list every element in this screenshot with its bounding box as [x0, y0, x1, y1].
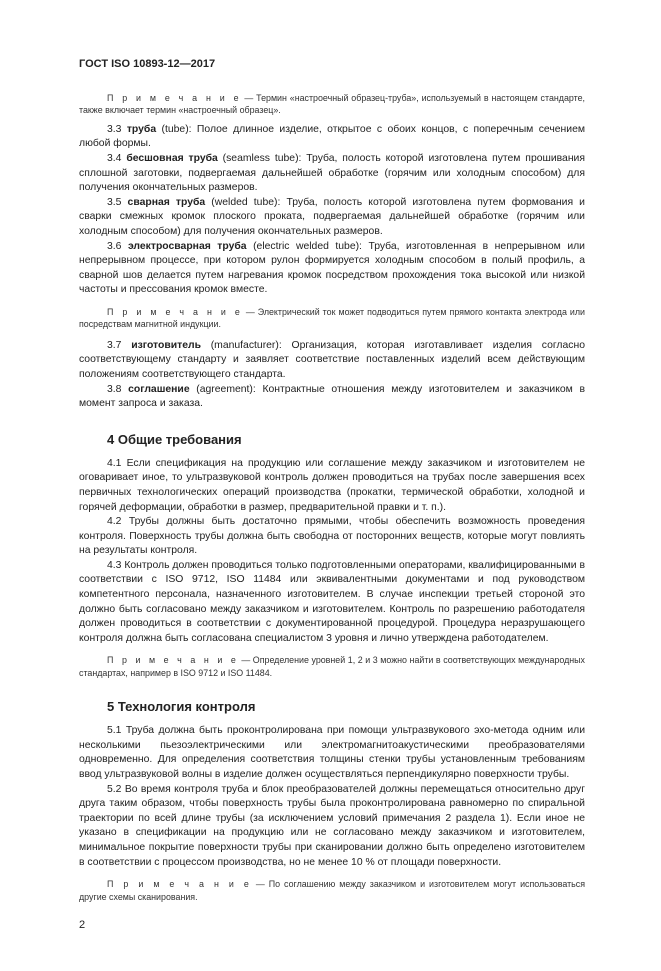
note-label: П р и м е ч а н и е [107, 306, 243, 317]
term-text: (electric welded tube): Труба, изготовленная в непрерывном или непрерывном процессе, при котором рулон формируется холодным способом в полый профиль, а сварной шов делается путем нагревания кромок посредством прохождения тока высокой или низкой частоты и прессования кромок вместе. [79, 240, 585, 296]
term-definition [79, 339, 585, 383]
term-number: 3.6 [107, 240, 128, 252]
note-label: П р и м е ч а н и е [107, 655, 239, 666]
note-text: — Электрический ток может подводиться путем прямого контакта электрода или посредствам магнитной индукции. [79, 306, 586, 330]
term-definition [79, 383, 585, 412]
term-number: 3.8 [107, 383, 129, 395]
term-definition [79, 240, 585, 298]
term: труба [126, 123, 157, 135]
term-definition [79, 196, 585, 240]
term-definition [79, 152, 585, 196]
note [79, 654, 585, 679]
section-heading: 4 Общие требования [107, 431, 242, 447]
paragraph: 5.1 Труба должна быть проконтролирована при помощи ультразвукового эхо-метода одним или несколькими пьезоэлектрическими или электромагнитоакустическими преобразователями одновременно. Для определения соответствия толщины стенки трубы установленным требованиям ввод ультразвуковой волны в изделие должен осуществляться перпендикулярно поверхности трубы. [79, 725, 585, 781]
paragraph: 4.2 Трубы должны быть достаточно прямыми, чтобы обеспечить возможность проведения контроля. Поверхность трубы должна быть свободна от посторонних веществ, которые могут повлиять на результаты контроля. [79, 516, 585, 557]
term: изготовитель [131, 339, 201, 351]
note [79, 878, 585, 903]
term-text: (welded tube): Труба, полость которой изготовлена путем формования и сварки смежных кромок плоского проката, подвергаемая дальнейшей обработке (горячим или холодным способом) для получения окончательных размеров. [79, 196, 585, 237]
document-header: ГОСТ ISO 10893-12—2017 [79, 58, 216, 70]
note-text: — Термин «настроечный образец-труба», используемый в настоящем стандарте, также включает термин «настроечный образец». [79, 93, 586, 116]
paragraph: 5.2 Во время контроля труба и блок преобразователей должны перемещаться относительно друг друга таким образом, чтобы поверхность трубы была проконтролирована равномерно по спиральной траектории по всей длине трубы (за исключением условий примечания 2 раздела 1). Если иное не указано в спецификации на продукцию или не согласовано между заказчиком и изготовителем, минимальное покрытие поверхности трубы при сканировании должно быть определено изготовителем в соответствии с процессом производства, но не менее 10 % от площади поверхности. [79, 783, 585, 868]
term-number: 3.7 [107, 339, 132, 351]
note-label: П р и м е ч а н и е [107, 93, 242, 103]
term-text: (seamless tube): Труба, полость которой изготовлена путем прошивания сплошной заготовки, подвергаемая дальнейшей обработке (горячим или холодным способом) для получения окончательных размеров. [79, 153, 585, 194]
term: бесшовная труба [126, 153, 218, 164]
term-number: 3.3 [107, 123, 127, 135]
term-text: (agreement): Контрактные отношения между изготовителем и заказчиком в момент запроса и заказа. [79, 383, 585, 410]
note-label: П р и м е ч а н и е [107, 879, 252, 890]
term: электросварная труба [127, 240, 247, 252]
term: сварная труба [127, 196, 206, 208]
term-text: (manufacturer): Организация, которая изготавливает изделия согласно соответствующему стандарту и заявляет соответствие поставленных изделий всем действующим положениям соответствующего стандарта. [79, 339, 585, 380]
paragraph: 4.1 Если спецификация на продукцию или соглашение между заказчиком и изготовителем не оговаривает иное, то ультразвуковой контроль должен проводиться на трубах после завершения всех первичных технологических операций производства (прокатки, термической обработки, холодной и горячей деформации, обработки в размер, предварительной правки и т. п.). [79, 457, 585, 513]
page-number: 2 [79, 919, 86, 931]
term-text: (tube): Полое длинное изделие, открытое с обоих концов, с поперечным сечением любой формы. [79, 123, 585, 150]
note [79, 92, 585, 117]
note-text: — Определение уровней 1, 2 и 3 можно найти в соответствующих международных стандартах, например в ISO 9712 и ISO 11484. [79, 655, 585, 678]
section-heading: 5 Технология контроля [107, 699, 256, 715]
term: соглашение [128, 383, 190, 395]
term-number: 3.5 [107, 196, 128, 208]
note-text: — По соглашению между заказчиком и изготовителем могут использоваться другие схемы сканирования. [79, 879, 585, 902]
note [79, 306, 585, 331]
term-definition [79, 123, 585, 152]
paragraph: 4.3 Контроль должен проводиться только подготовленными операторами, квалифицированными в соответствии с ISO 9712, ISO 11484 или эквивалентными документами и под руководством компетентного персонала, назначенного изготовителем. В случае инспекции третьей стороной это должно быть согласовано между заказчиком и изготовителем. Контроль по разрешению работодателя должен проводиться в соответствии с документированной процедурой. Процедура неразрушающего контроля должна быть согласована специалистом 3 уровня и лично утверждена работодателем. [79, 559, 585, 644]
term-number: 3.4 [107, 153, 127, 164]
